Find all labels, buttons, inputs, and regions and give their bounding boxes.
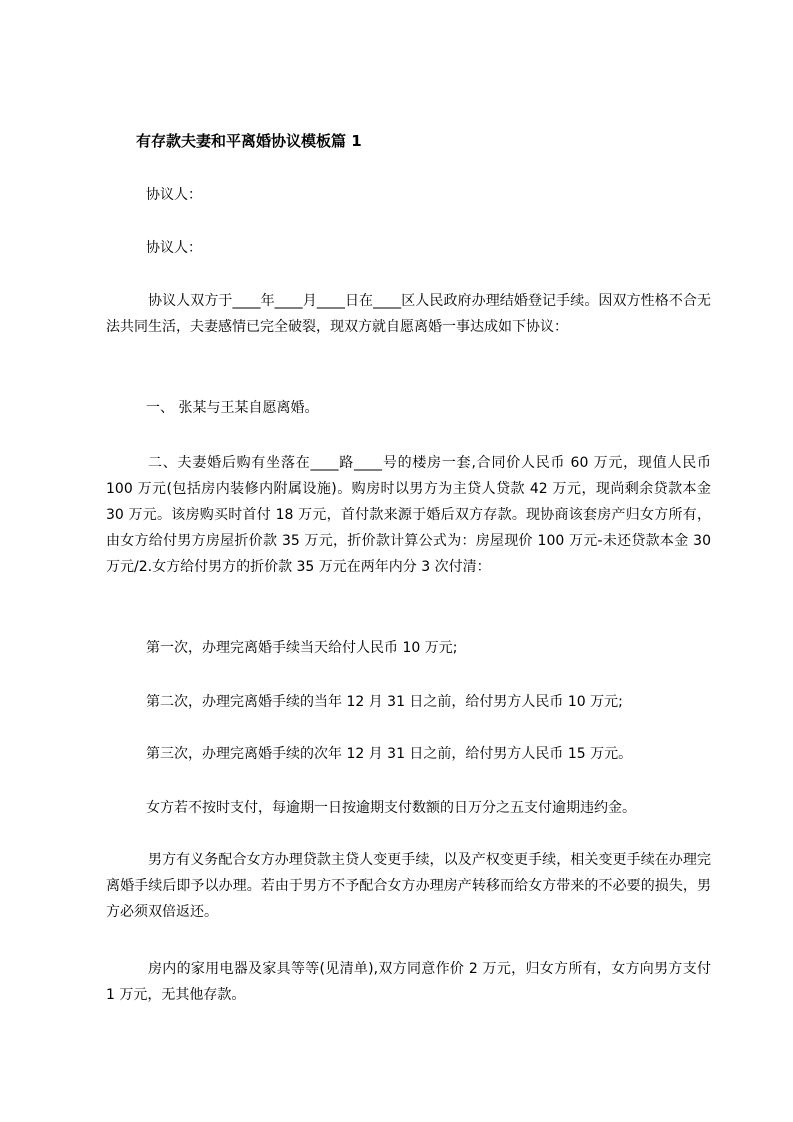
party-line-1: 协议人：: [146, 187, 202, 203]
document-title: 有存款夫妻和平离婚协议模板篇 1: [136, 132, 362, 150]
penalty-clause: 女方若不按时支付，每逾期一日按逾期支付数额的日万分之五支付逾期违约金。: [146, 800, 636, 816]
clause-2-paragraph: 二、夫妻婚后购有坐落在____路____号的楼房一套,合同价人民币 60 万元，现值人民币 100 万元(包括房内装修内附属设施)。购房时以男方为主贷人贷款 42 万元，现尚剩余贷款本金 30 万元。该房购买时首付 18 万元，首付款来源于婚后双方存款。现协商该套房产归女方所有，由女方给付男方房屋折价款 35 万元，折价款计算公式为：房屋现价 100 万元-未还贷款本金 30 万元/2.女方给付男方的折价款 35 万元在两年内分 3 次付清：: [106, 455, 711, 575]
furniture-paragraph: 房内的家用电器及家具等等(见清单),双方同意作价 2 万元，归女方所有，女方向男方支付 1 万元，无其他存款。: [106, 961, 711, 1003]
obligation-paragraph: 男方有义务配合女方办理贷款主贷人变更手续，以及产权变更手续，相关变更手续在办理完离婚手续后即予以办理。若由于男方不予配合女方办理房产转移而给女方带来的不必要的损失，男方必须双倍返还。: [106, 852, 711, 920]
party-line-2: 协议人：: [146, 240, 202, 256]
payment-1: 第一次，办理完离婚手续当天给付人民币 10 万元;: [146, 640, 458, 656]
intro-paragraph: 协议人双方于____年____月____日在____区人民政府办理结婚登记手续。因双方性格不合无法共同生活，夫妻感情已完全破裂，现双方就自愿离婚一事达成如下协议：: [106, 293, 711, 335]
clause-1: 一、 张某与王某自愿离婚。: [146, 400, 319, 416]
payment-2: 第二次，办理完离婚手续的当年 12 月 31 日之前，给付男方人民币 10 万元;: [146, 694, 623, 710]
payment-3: 第三次，办理完离婚手续的次年 12 月 31 日之前，给付男方人民币 15 万元。: [146, 746, 633, 762]
